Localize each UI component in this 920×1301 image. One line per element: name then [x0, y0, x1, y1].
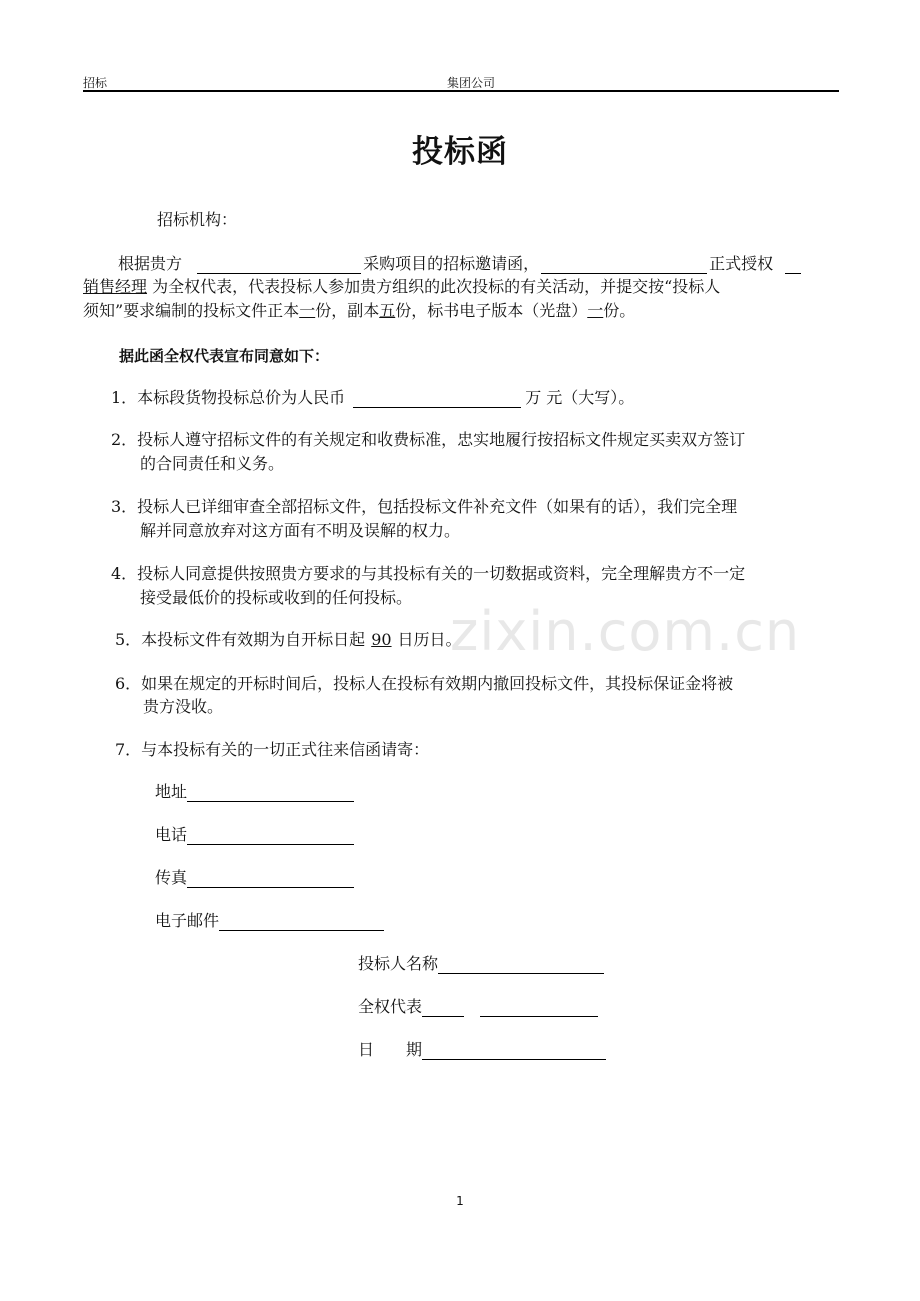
authorize-blank — [785, 257, 801, 274]
bidder-name-field: 投标人名称 — [358, 954, 604, 974]
item-1: 1．本标段货物投标总价为人民币 万 元（大写）。 — [111, 388, 635, 407]
intro-line-3: 须知”要求编制的投标文件正本一份，副本五份，标书电子版本（光盘）一份。 — [83, 301, 636, 320]
item-7: 7．与本投标有关的一切正式往来信函请寄： — [115, 740, 430, 759]
item-2-line-2: 的合同责任和义务。 — [140, 454, 285, 473]
total-price-blank — [353, 391, 521, 408]
bidder-name-blank — [438, 957, 604, 974]
project-name-blank — [197, 257, 361, 274]
electronic-count: 一 — [587, 301, 604, 320]
copy-count: 五 — [379, 301, 396, 320]
intro-line-2: 销售经理 为全权代表，代表投标人参加贵方组织的此次投标的有关活动，并提交按“投标人 — [83, 277, 721, 296]
fax-blank — [187, 871, 354, 888]
address-blank — [187, 785, 354, 802]
item-4-line-1: 4．投标人同意提供按照贵方要求的与其投标有关的一切数据或资料，完全理解贵方不一定 — [111, 564, 746, 583]
header-center: 集团公司 — [447, 76, 496, 90]
page-number: 1 — [456, 1194, 464, 1208]
declaration-heading: 据此函全权代表宣布同意如下： — [119, 347, 330, 365]
document-title: 投标函 — [412, 134, 508, 170]
representative-title: 销售经理 — [83, 277, 148, 296]
representative-field: 全权代表 — [358, 997, 598, 1017]
item-6-line-2: 贵方没收。 — [143, 697, 224, 716]
date-field: 日 期 — [358, 1040, 606, 1060]
page-header — [83, 72, 839, 92]
item-3-line-2: 解并同意放弃对这方面有不明及误解的权力。 — [140, 521, 461, 540]
representative-blank-b — [480, 1000, 598, 1017]
address-field: 地址 — [155, 782, 354, 802]
original-count: 一 — [299, 301, 316, 320]
watermark: zixin.com.cn — [450, 600, 801, 663]
header-left: 招标 — [83, 76, 108, 90]
phone-field: 电话 — [155, 825, 354, 845]
item-5: 5．本投标文件有效期为自开标日起 90 日历日。 — [115, 630, 462, 649]
email-field: 电子邮件 — [155, 911, 384, 931]
item-6-line-1: 6．如果在规定的开标时间后，投标人在投标有效期内撤回投标文件，其投标保证金将被 — [115, 674, 734, 693]
email-blank — [219, 914, 384, 931]
validity-days: 90 — [371, 630, 392, 649]
item-3-line-1: 3．投标人已详细审查全部招标文件，包括投标文件补充文件（如果有的话），我们完全理 — [111, 497, 738, 516]
phone-blank — [187, 828, 354, 845]
intro-line-1: 根据贵方 采购项目的招标邀请函， 正式授权 — [118, 254, 801, 274]
item-4-line-2: 接受最低价的投标或收到的任何投标。 — [140, 588, 413, 607]
representative-blank-a — [422, 1000, 464, 1017]
date-blank — [422, 1043, 606, 1060]
fax-field: 传真 — [155, 868, 354, 888]
recipient: 招标机构： — [157, 210, 238, 229]
bidder-blank — [541, 257, 707, 274]
item-2-line-1: 2．投标人遵守招标文件的有关规定和收费标准，忠实地履行按招标文件规定买卖双方签订 — [111, 430, 746, 449]
